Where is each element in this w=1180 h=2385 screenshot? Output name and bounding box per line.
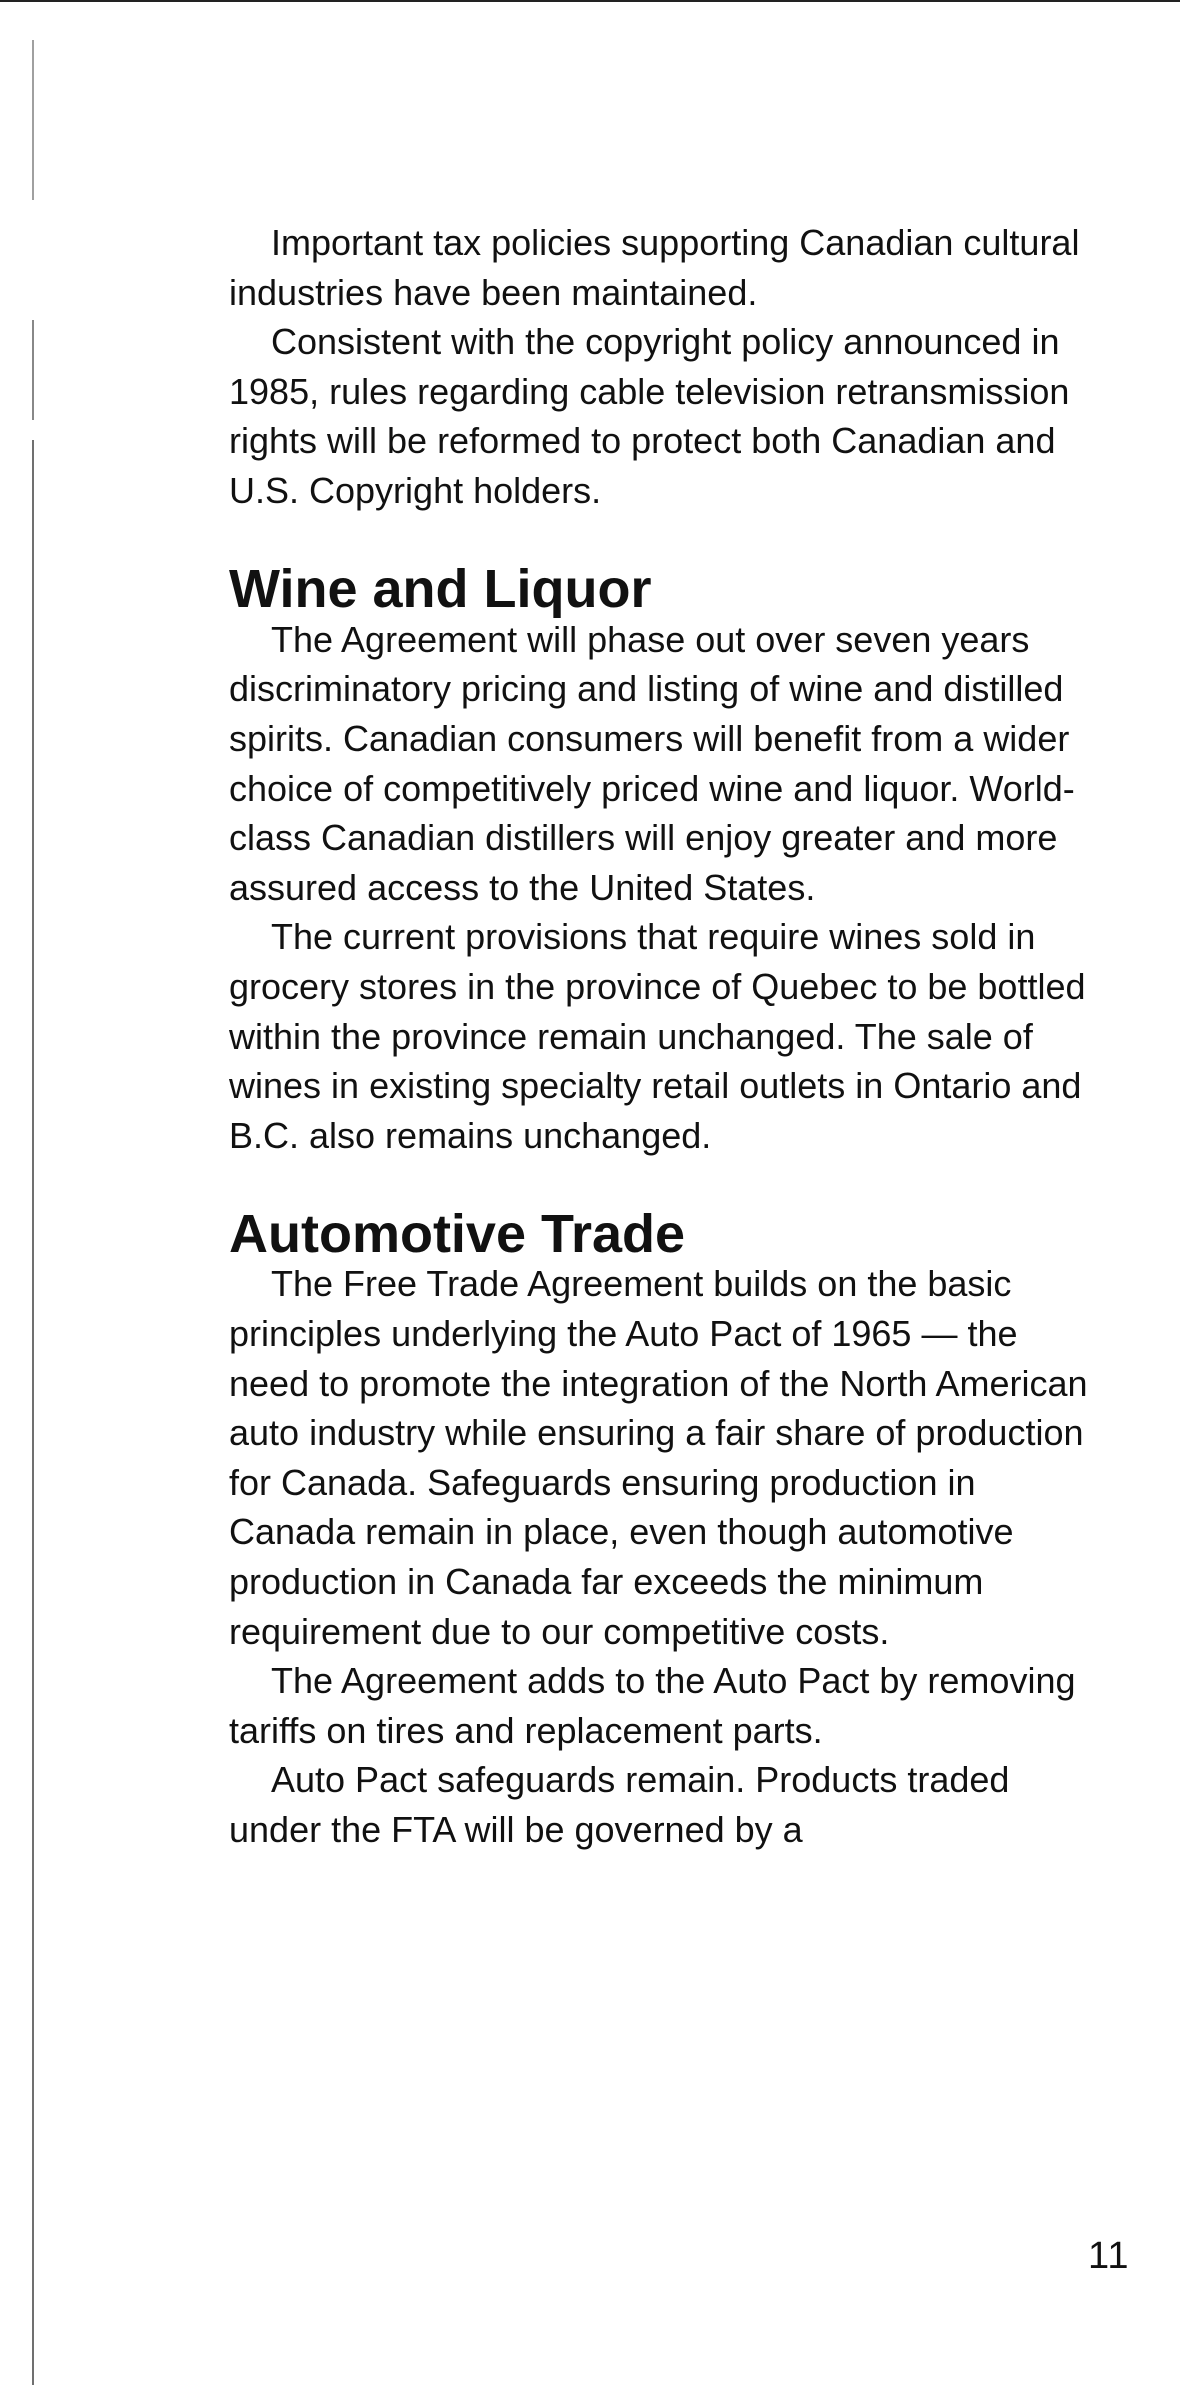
top-rule — [0, 0, 1180, 2]
binding-edge — [32, 0, 34, 2385]
section-heading-wine: Wine and Liquor — [229, 559, 652, 620]
wine-paragraph-1: The Agreement will phase out over seven years discriminatory pricing and listing of wine and distilled spirits. Canadian consumers will benefit from a wider choice of competitively priced wine and liquor. World-class Canadian distillers will enjoy greater and more assured access to the United States. — [229, 618, 1075, 908]
section-heading-automotive: Automotive Trade — [229, 1203, 686, 1264]
page-body — [229, 218, 1089, 1855]
intro-paragraph-1: Important tax policies supporting Canadian cultural industries have been maintained. — [229, 222, 1080, 313]
intro-paragraph-2: Consistent with the copyright policy announced in 1985, rules regarding cable television retransmission rights will be reformed to protect both Canadian and U.S. Copyright holders. — [229, 321, 1070, 511]
automotive-paragraph-2: The Agreement adds to the Auto Pact by removing tariffs on tires and replacement parts. — [229, 1660, 1076, 1751]
automotive-paragraph-3: Auto Pact safeguards remain. Products traded under the FTA will be governed by a — [229, 1759, 1010, 1850]
wine-paragraph-2: The current provisions that require wines sold in grocery stores in the province of Quebec to be bottled within the province remain unchanged. The sale of wines in existing specialty retail outlets in Ontario and B.C. also remains unchanged. — [229, 916, 1086, 1156]
page-number: 11 — [1088, 2235, 1130, 2277]
automotive-paragraph-1: The Free Trade Agreement builds on the basic principles underlying the Auto Pact of 1965 — the need to promote the integration of the North American auto industry while ensuring a fair share of production for Canada. Safeguards ensuring production in Canada remain in place, even though automotive production in Canada far exceeds the minimum requirement due to our competitive costs. — [229, 1263, 1088, 1652]
